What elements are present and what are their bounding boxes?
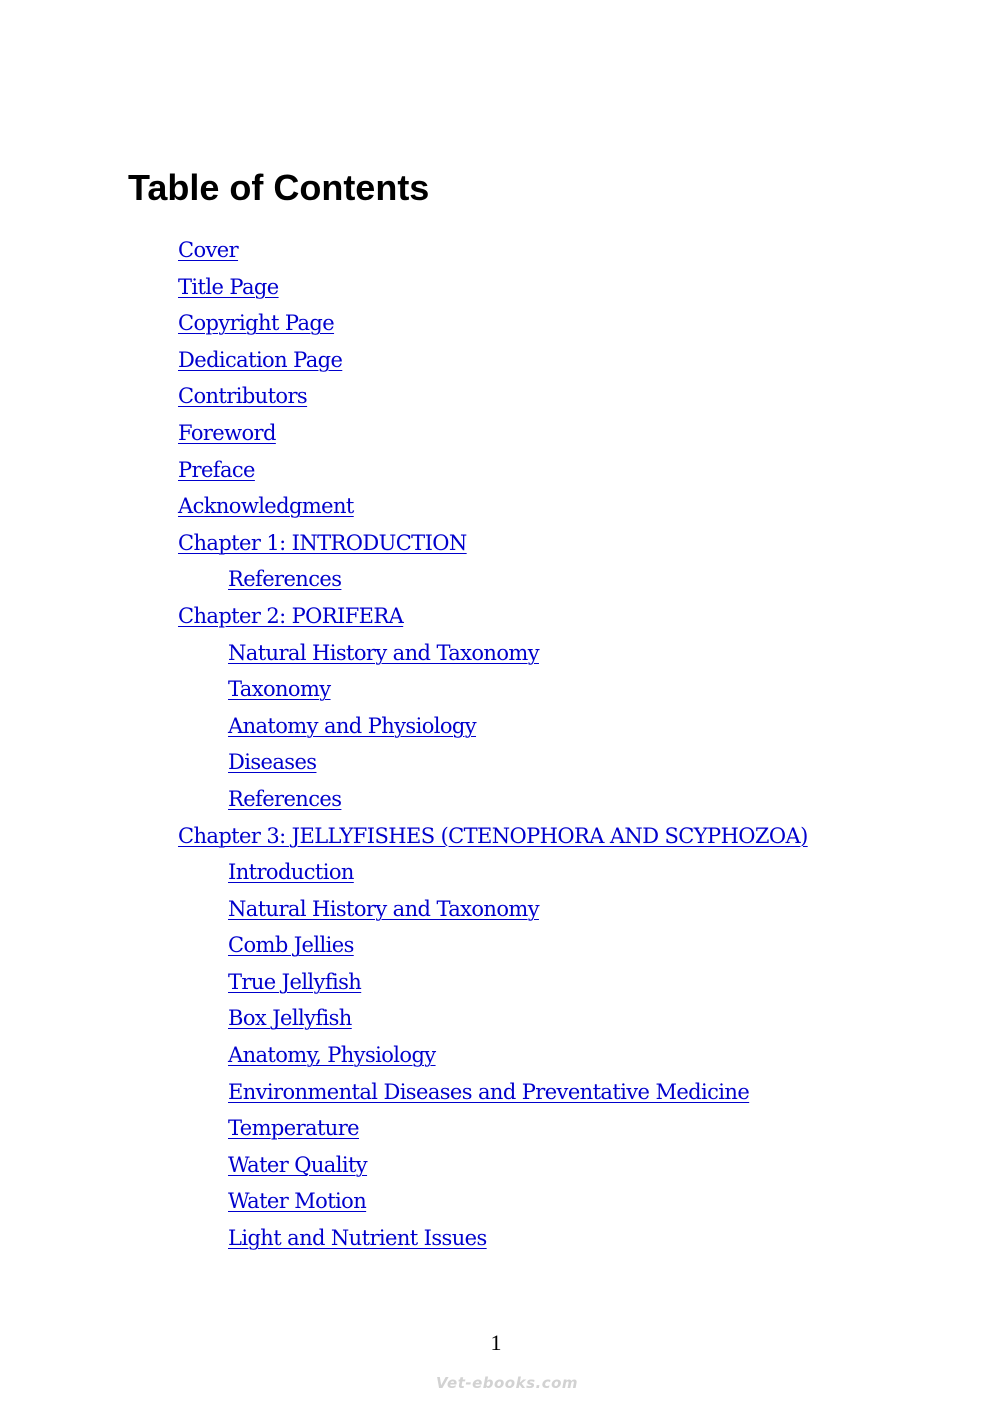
toc-item xyxy=(178,671,808,708)
toc-link[interactable]: True Jellyfish xyxy=(228,969,362,994)
toc-item xyxy=(178,818,808,855)
toc-item xyxy=(178,744,808,781)
toc-link[interactable]: Introduction xyxy=(228,860,354,885)
toc-link[interactable]: Diseases xyxy=(228,750,317,775)
toc-item xyxy=(178,378,808,415)
toc-item xyxy=(178,781,808,818)
toc-item xyxy=(178,1074,808,1111)
toc-list xyxy=(178,232,808,1257)
toc-item xyxy=(178,561,808,598)
toc-link[interactable]: Anatomy and Physiology xyxy=(228,713,477,738)
toc-item xyxy=(178,232,808,269)
toc-link[interactable]: Temperature xyxy=(228,1116,359,1141)
toc-item xyxy=(178,964,808,1001)
toc-link[interactable]: Water Motion xyxy=(228,1189,367,1214)
toc-link[interactable]: Chapter 3: JELLYFISHES (CTENOPHORA AND SCYPHOZOA) xyxy=(178,823,808,848)
toc-link[interactable]: Foreword xyxy=(178,420,276,445)
toc-item xyxy=(178,525,808,562)
toc-item xyxy=(178,305,808,342)
page-number: 1 xyxy=(490,1330,502,1355)
toc-link[interactable]: Environmental Diseases and Preventative Medicine xyxy=(228,1079,750,1104)
toc-item xyxy=(178,452,808,489)
toc-link[interactable]: Chapter 1: INTRODUCTION xyxy=(178,530,467,555)
toc-item xyxy=(178,1183,808,1220)
toc-link[interactable]: Title Page xyxy=(178,274,279,299)
toc-item xyxy=(178,342,808,379)
toc-link[interactable]: Taxonomy xyxy=(228,677,331,702)
toc-link[interactable]: Light and Nutrient Issues xyxy=(228,1226,487,1251)
toc-item xyxy=(178,598,808,635)
toc-link[interactable]: Natural History and Taxonomy xyxy=(228,640,539,665)
toc-item xyxy=(178,1000,808,1037)
toc-item xyxy=(178,927,808,964)
toc-link[interactable]: References xyxy=(228,567,342,592)
toc-link[interactable]: Chapter 2: PORIFERA xyxy=(178,603,404,628)
toc-item xyxy=(178,891,808,928)
toc-item xyxy=(178,1220,808,1257)
toc-item xyxy=(178,1110,808,1147)
toc-link[interactable]: Natural History and Taxonomy xyxy=(228,896,539,921)
toc-link[interactable]: Copyright Page xyxy=(178,311,335,336)
toc-link[interactable]: Box Jellyfish xyxy=(228,1006,352,1031)
toc-item xyxy=(178,708,808,745)
toc-link[interactable]: Cover xyxy=(178,238,239,262)
page-title: Table of Contents xyxy=(128,167,430,208)
toc-link[interactable]: Water Quality xyxy=(228,1152,368,1177)
toc-link[interactable]: Anatomy, Physiology xyxy=(228,1043,436,1068)
toc-link[interactable]: Preface xyxy=(178,457,255,482)
toc-item xyxy=(178,854,808,891)
toc-item xyxy=(178,635,808,672)
toc-item xyxy=(178,488,808,525)
toc-link[interactable]: Dedication Page xyxy=(178,347,343,372)
toc-link[interactable]: Acknowledgment xyxy=(178,494,354,519)
watermark-logo: Vet-ebooks.com xyxy=(436,1374,579,1392)
toc-link[interactable]: Contributors xyxy=(178,384,308,409)
toc-item xyxy=(178,269,808,306)
toc-item xyxy=(178,1037,808,1074)
toc-link[interactable]: References xyxy=(228,786,342,811)
toc-item xyxy=(178,415,808,452)
toc-link[interactable]: Comb Jellies xyxy=(228,933,354,958)
toc-item xyxy=(178,1147,808,1184)
